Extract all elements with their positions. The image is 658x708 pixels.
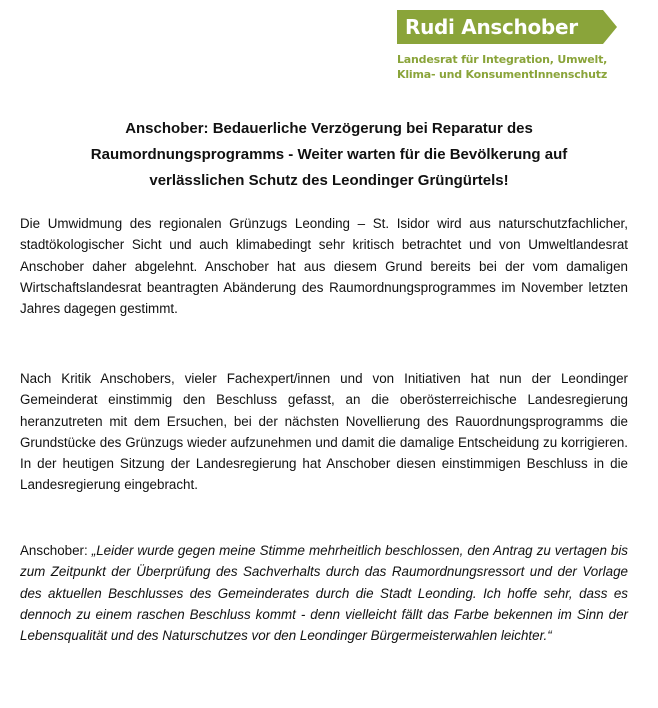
logo-subtitle	[397, 52, 637, 82]
logo-arrow-shape	[603, 10, 617, 44]
body-paragraph-1: Die Umwidmung des regionalen Grünzugs Leonding – St. Isidor wird aus naturschutzfachlicher, stadtökologischer Sicht und auch klimabedingt sehr kritisch betrachtet und von Umweltlandesrat Anschober daher abgelehnt. Anschober hat aus diesem Grund bereits bei der vom damaligen Wirtschaftslandesrat beantragten Abänderung des Raumordnungsprogrammes im November letzten Jahres dagegen gestimmt.	[20, 216, 628, 317]
quote-paragraph	[20, 540, 628, 646]
body-paragraph-2: Nach Kritik Anschobers, vieler Fachexpert/innen und von Initiativen hat nun der Leondinger Gemeinderat einstimmig den Beschluss gefasst, an die oberösterreichische Landesregierung heranzutreten mit dem Ersuchen, bei der nächsten Novellierung des Rauordnungsprogramms die Grundstücke des Grünzugs wieder aufzunehmen und damit die damalige Entscheidung zu korrigieren. In der heutigen Sitzung der Landesregierung hat Anschober diesen einstimmigen Beschluss in die Landesregierung eingebracht.	[20, 371, 628, 493]
headline-line1: Anschober: Bedauerliche Verzögerung bei Reparatur des	[125, 120, 533, 137]
headline-line3: verlässlichen Schutz des Leondinger Grüngürtels!	[149, 172, 509, 189]
quote-text: „Leider wurde gegen meine Stimme mehrheitlich beschlossen, den Antrag zu vertagen bis zum Zeitpunkt der Überprüfung des Sachverhalts durch das Raumordnungsressort und der Vorlage des aktuellen Beschlusses des Gemeinderates durch die Stadt Leonding. Ich hoffe sehr, dass es dennoch zu einem raschen Beschluss kommt - denn vielleicht fällt das Farbe bekennen im Sinn der Lebensqualität und des Naturschutzes vor den Leondinger Bürgermeisterwahlen leichter.“	[20, 543, 629, 644]
logo-subtitle-line1: Landesrat für Integration, Umwelt,	[397, 53, 608, 66]
logo-subtitle-line2: Klima- und KonsumentInnenschutz	[397, 68, 608, 81]
quote-speaker: Anschober:	[20, 543, 92, 558]
logo-banner	[397, 10, 603, 44]
headline-line2: Raumordnungsprogramms - Weiter warten für die Bevölkerung auf	[90, 146, 568, 163]
headline	[40, 116, 618, 194]
logo-name: Rudi Anschober	[405, 15, 578, 39]
logo	[397, 10, 637, 82]
